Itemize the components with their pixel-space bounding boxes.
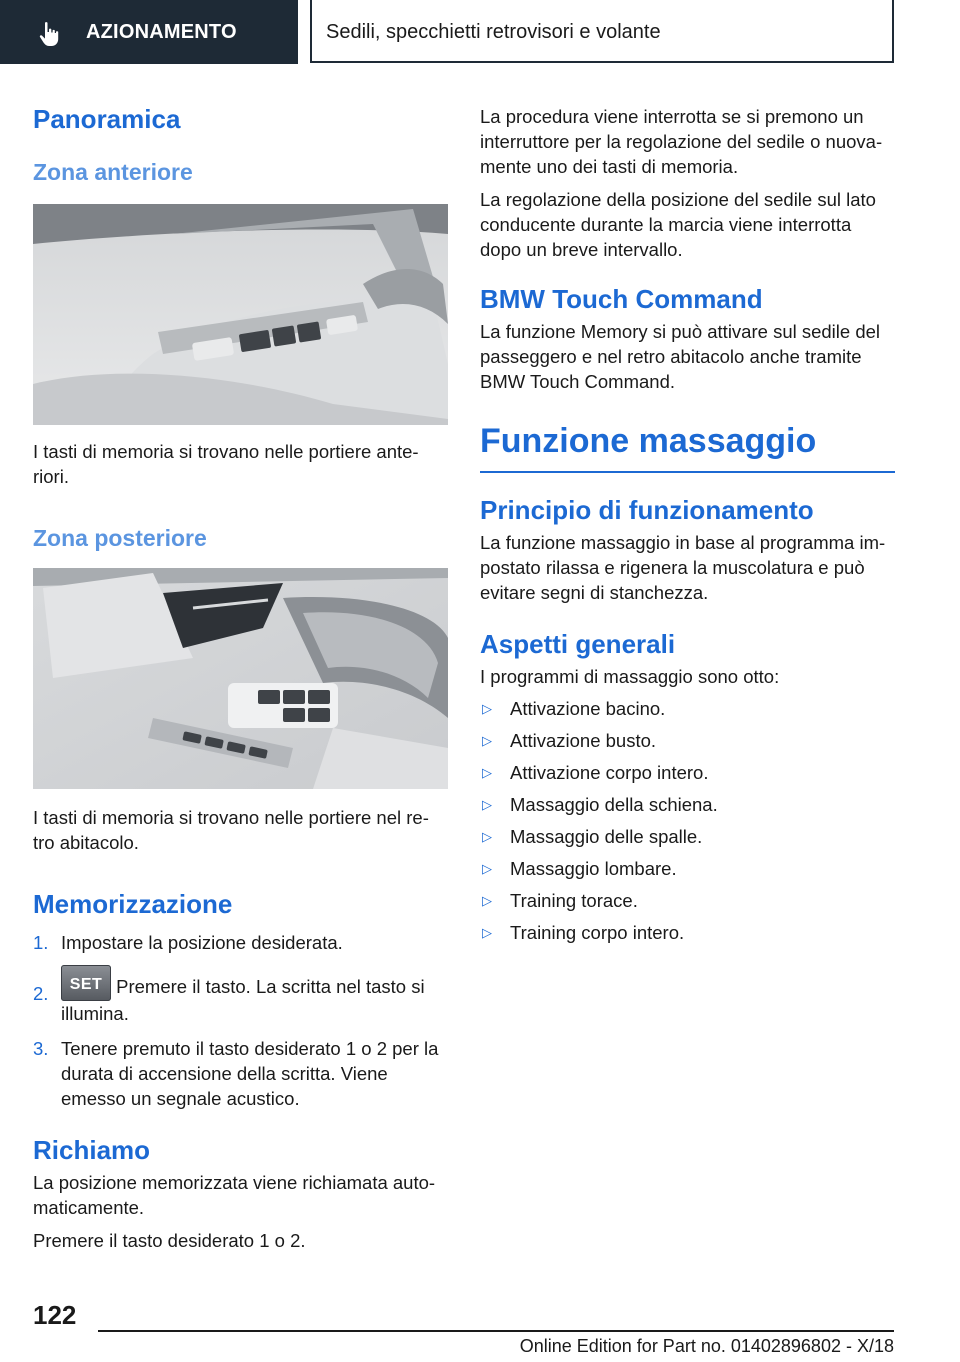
- step-item: [33, 965, 448, 1026]
- left-column: [33, 100, 448, 1253]
- hand-pointer-icon: [36, 20, 64, 48]
- program-label: Attivazione corpo intero.: [510, 762, 709, 783]
- chapter-tab: [310, 0, 894, 63]
- step-text: Impostare la posizione desiderata.: [61, 932, 343, 953]
- triangle-bullet-icon: ▷: [482, 797, 492, 812]
- principle-heading: Principio di funzionamento: [480, 495, 814, 525]
- front-caption: I tasti di memoria si trovano nelle portiere ante-riori.: [33, 441, 419, 487]
- triangle-bullet-icon: ▷: [482, 733, 492, 748]
- program-label: Attivazione bacino.: [510, 698, 666, 719]
- section-tab: [0, 0, 298, 64]
- front-door-illustration: [33, 204, 448, 425]
- front-zone-heading: Zona anteriore: [33, 159, 193, 185]
- list-item: [480, 789, 895, 821]
- step-item: [33, 1036, 448, 1111]
- recall-instruction: Premere il tasto desiderato 1 o 2.: [33, 1230, 306, 1251]
- memorize-heading: Memorizzazione: [33, 889, 233, 919]
- program-label: Massaggio lombare.: [510, 858, 677, 879]
- memorize-steps: [33, 930, 448, 1111]
- rear-door-illustration: [33, 568, 448, 789]
- list-item: [480, 885, 895, 917]
- footer-rule: [98, 1330, 894, 1332]
- triangle-bullet-icon: ▷: [482, 925, 492, 940]
- step-number: 1.: [33, 932, 49, 953]
- right-column: [480, 104, 895, 949]
- touch-command-heading: BMW Touch Command: [480, 284, 763, 314]
- triangle-bullet-icon: ▷: [482, 893, 492, 908]
- recall-heading: Richiamo: [33, 1135, 151, 1165]
- principle-paragraph: La funzione massaggio in base al programma im-postato rilassa e rigenera la muscolatura e può evitare segni di stanchezza.: [480, 532, 886, 603]
- interrupt-paragraph: La procedura viene interrotta se si premono un interruttore per la regolazione del sedile o nuova-mente uno dei tasti di memoria.: [480, 106, 883, 177]
- program-label: Training corpo intero.: [510, 922, 685, 943]
- triangle-bullet-icon: ▷: [482, 701, 492, 716]
- program-label: Massaggio della schiena.: [510, 794, 718, 815]
- rear-zone-heading: Zona posteriore: [33, 525, 207, 551]
- page-header: [0, 0, 960, 66]
- program-label: Attivazione busto.: [510, 730, 657, 751]
- touch-command-paragraph: La funzione Memory si può attivare sul sedile del passeggero e nel retro abitacolo anche tramite BMW Touch Command.: [480, 321, 881, 392]
- overview-heading: Panoramica: [33, 104, 181, 134]
- general-heading: Aspetti generali: [480, 629, 676, 659]
- triangle-bullet-icon: ▷: [482, 861, 492, 876]
- recall-paragraph: La posizione memorizzata viene richiamata auto-maticamente.: [33, 1172, 436, 1218]
- list-item: [480, 757, 895, 789]
- heading-rule: [480, 471, 895, 473]
- set-button-label: SET: [69, 976, 103, 993]
- front-door-image: [33, 204, 448, 425]
- program-label: Training torace.: [510, 890, 638, 911]
- list-item: [480, 821, 895, 853]
- edition-note: Online Edition for Part no. 01402896802 - X/18: [519, 1336, 894, 1356]
- set-button-icon: [61, 965, 111, 1001]
- step-item: [33, 930, 448, 955]
- triangle-bullet-icon: ▷: [482, 829, 492, 844]
- general-paragraph: I programmi di massaggio sono otto:: [480, 666, 780, 687]
- page-number: 122: [33, 1300, 77, 1330]
- list-item: [480, 693, 895, 725]
- list-item: [480, 917, 895, 949]
- step-text: Tenere premuto il tasto desiderato 1 o 2 per la durata di accensione della scritta. Viene emesso un segnale acustico.: [61, 1038, 439, 1109]
- massage-heading: Funzione massaggio: [480, 422, 817, 460]
- list-item: [480, 853, 895, 885]
- list-item: [480, 725, 895, 757]
- rear-door-image: [33, 568, 448, 789]
- triangle-bullet-icon: ▷: [482, 765, 492, 780]
- driver-side-paragraph: La regolazione della posizione del sedile sul lato conducente durante la marcia viene interrotta dopo un breve intervallo.: [480, 189, 876, 260]
- rear-caption: I tasti di memoria si trovano nelle portiere nel re-tro abitacolo.: [33, 807, 429, 853]
- step-number: 2.: [33, 983, 49, 1004]
- program-label: Massaggio delle spalle.: [510, 826, 703, 847]
- chapter-title: Sedili, specchietti retrovisori e volante: [326, 21, 661, 43]
- step-text: Premere il tasto. La scritta nel tasto si illumina.: [61, 976, 425, 1024]
- massage-programs-list: [480, 693, 895, 949]
- section-title: AZIONAMENTO: [86, 21, 237, 43]
- step-number: 3.: [33, 1038, 49, 1059]
